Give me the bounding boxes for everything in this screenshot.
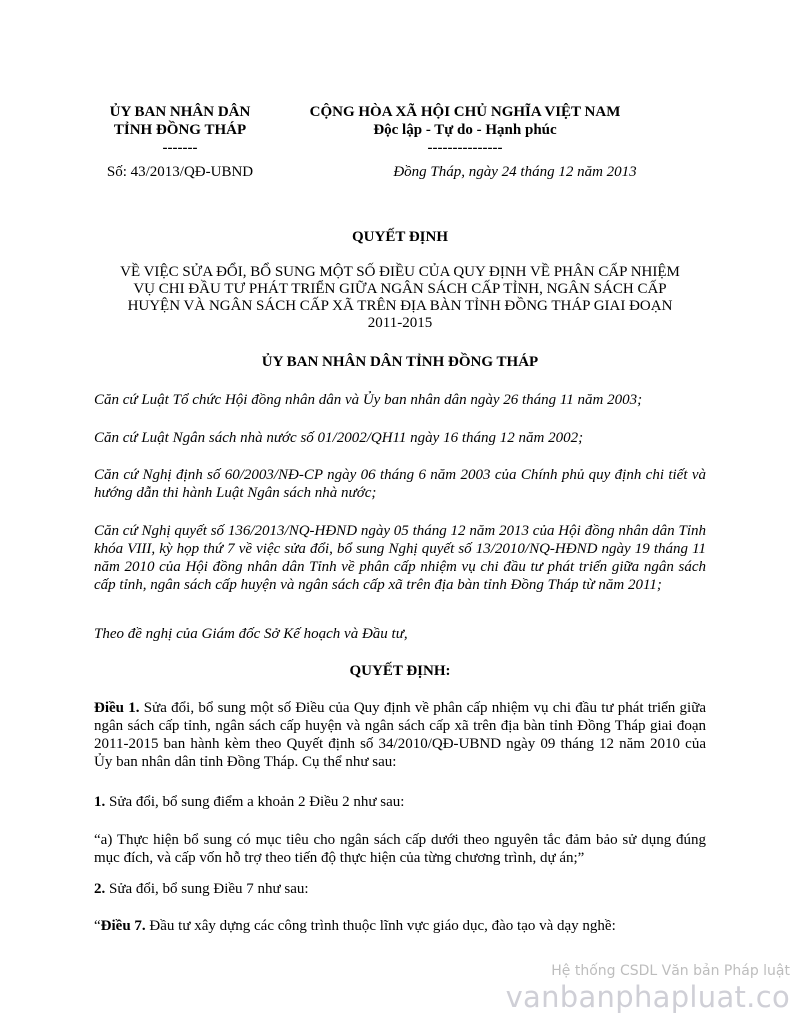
national-motto: Độc lập - Tự do - Hạnh phúc: [373, 122, 557, 138]
article-1: [94, 699, 706, 771]
authority-heading: ỦY BAN NHÂN DÂN TỈNH ĐỒNG THÁP: [261, 354, 539, 370]
subject-line-3: HUYỆN VÀ NGÂN SÁCH CẤP XÃ TRÊN ĐỊA BÀN TỈNH ĐỒNG THÁP GIAI ĐOẠN: [127, 298, 673, 314]
site-watermark: [506, 962, 790, 1014]
item-2-text: Sửa đổi, bổ sung Điều 7 như sau:: [105, 881, 309, 897]
item-2-label: 2.: [94, 881, 106, 897]
quote-point-a: “a) Thực hiện bổ sung có mục tiêu cho ngân sách cấp dưới theo nguyên tắc đảm bảo sử dụng đúng mục đích, và cấp vốn hỗ trợ theo tiến độ thực hiện của từng chương trình, dự án;”: [94, 832, 706, 866]
item-2: [94, 880, 706, 898]
document-number: Số: 43/2013/QĐ-UBND: [106, 164, 254, 180]
basis-5: Theo đề nghị của Giám đốc Sở Kế hoạch và Đầu tư,: [94, 626, 408, 642]
basis-2: Căn cứ Luật Ngân sách nhà nước số 01/2002/QH11 ngày 16 tháng 12 năm 2002;: [94, 430, 584, 446]
article-7-text: Đầu tư xây dựng các công trình thuộc lĩnh vực giáo dục, đào tạo và dạy nghề:: [145, 918, 616, 934]
article-7-label: Điều 7.: [100, 918, 146, 934]
article-1-label: Điều 1.: [94, 700, 140, 716]
watermark-caption: Hệ thống CSDL Văn bản Pháp luật: [551, 963, 790, 979]
document-subject: [90, 264, 710, 332]
item-1-label: 1.: [94, 794, 106, 810]
article-7: [94, 917, 706, 935]
issuer-line-2: TỈNH ĐỒNG THÁP: [113, 122, 247, 138]
subject-line-1: VỀ VIỆC SỬA ĐỔI, BỔ SUNG MỘT SỐ ĐIỀU CỦA QUY ĐỊNH VỀ PHÂN CẤP NHIỆM: [120, 264, 680, 280]
basis-1: Căn cứ Luật Tổ chức Hội đồng nhân dân và Ủy ban nhân dân ngày 26 tháng 11 năm 2003;: [94, 392, 643, 408]
watermark-domain: vanbanphapluat.co: [505, 980, 790, 1014]
document-title: QUYẾT ĐỊNH: [352, 229, 448, 245]
item-1: [94, 793, 706, 811]
item-1-text: Sửa đổi, bổ sung điểm a khoản 2 Điều 2 như sau:: [105, 794, 405, 810]
article-1-text: Sửa đổi, bổ sung một số Điều của Quy định về phân cấp nhiệm vụ chi đầu tư phát triển giữa ngân sách cấp tỉnh, ngân sách cấp huyện và ngân sách cấp xã trên địa bàn tỉnh Đồng Tháp giai đoạn 2011-2015 ban hành kèm theo Quyết định số 34/2010/QĐ-UBND ngày 09 tháng 12 năm 2010 của Ủy ban nhân dân tỉnh Đồng Tháp. Cụ thể như sau:: [94, 700, 707, 770]
issuer-separator: -------: [162, 140, 198, 156]
subject-line-2: VỤ CHI ĐẦU TƯ PHÁT TRIỂN GIỮA NGÂN SÁCH CẤP TỈNH, NGÂN SÁCH CẤP: [133, 281, 667, 297]
document-date: Đồng Tháp, ngày 24 tháng 12 năm 2013: [393, 164, 637, 180]
issuer-line-1: ỦY BAN NHÂN DÂN: [109, 104, 251, 120]
motto-separator: ---------------: [427, 140, 503, 156]
basis-4: Căn cứ Nghị quyết số 136/2013/NQ-HĐND ngày 05 tháng 12 năm 2013 của Hội đồng nhân dân Tỉnh khóa VIII, kỳ họp thứ 7 về việc sửa đổi, bổ sung Nghị quyết số 13/2010/NQ-HĐND ngày 19 tháng 11 năm 2010 của Hội đồng nhân dân Tỉnh về phân cấp nhiệm vụ chi đầu tư phát triển giữa ngân sách cấp tỉnh, ngân sách cấp huyện và ngân sách cấp xã trên địa bàn tỉnh Đồng Tháp từ năm 2011;: [94, 523, 706, 593]
basis-3: Căn cứ Nghị định số 60/2003/NĐ-CP ngày 06 tháng 6 năm 2003 của Chính phủ quy định chi tiết và hướng dẫn thi hành Luật Ngân sách nhà nước;: [94, 467, 706, 501]
national-title: CỘNG HÒA XÃ HỘI CHỦ NGHĨA VIỆT NAM: [309, 104, 621, 120]
decision-heading: QUYẾT ĐỊNH:: [349, 663, 451, 679]
national-motto-block: [280, 103, 650, 157]
issuer-block: [90, 103, 270, 157]
subject-line-4: 2011-2015: [367, 315, 433, 331]
article-7-open-quote: “: [94, 918, 101, 934]
